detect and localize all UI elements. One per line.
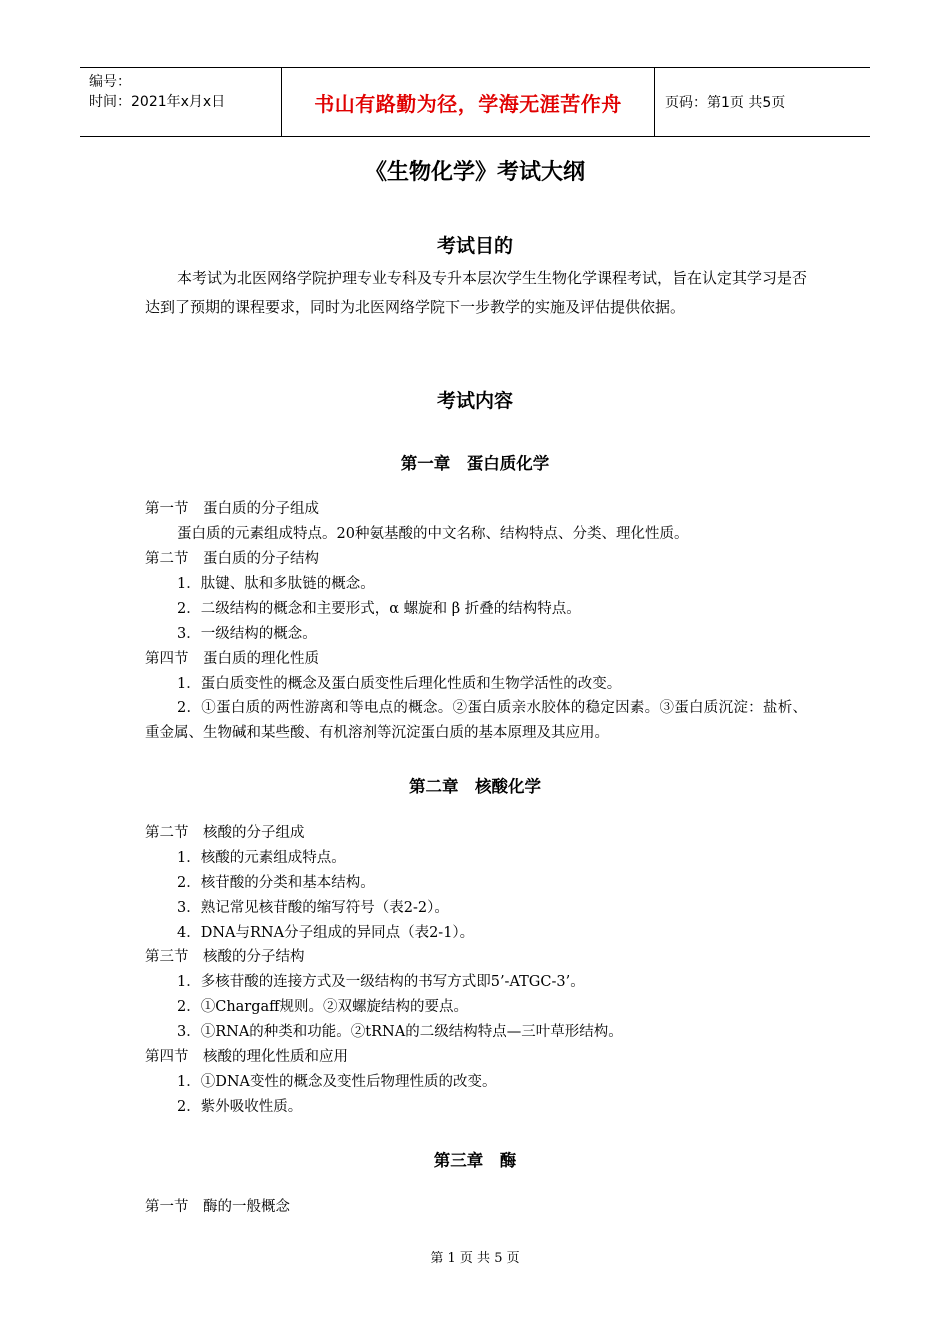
header-motto: 书山有路勤为径，学海无涯苦作舟: [282, 68, 655, 136]
chapter-1-section-4-item-1: 1．蛋白质变性的概念及蛋白质变性后理化性质和生物学活性的改变。: [177, 676, 622, 692]
document-time-label: 时间：2021年x月x日: [89, 94, 226, 110]
chapter-1-section-2-item-3: 3．一级结构的概念。: [177, 626, 317, 642]
chapter-2-section-3-item-1: 1．多核苷酸的连接方式及一级结构的书写方式即5’-ATGC-3’。: [177, 974, 585, 990]
chapter-1-section-2: 第二节 蛋白质的分子结构: [145, 551, 319, 567]
chapter-2-section-2-item-2: 2．核苷酸的分类和基本结构。: [177, 875, 375, 891]
header-page-info: 页码：第1页 共5页: [665, 95, 786, 111]
document-title: 《生物化学》考试大纲: [364, 160, 585, 185]
chapter-3-section-1: 第一节 酶的一般概念: [145, 1199, 290, 1215]
purpose-heading: 考试目的: [436, 235, 513, 257]
document-number-label: 编号：: [89, 74, 131, 90]
chapter-1-section-2-item-2: 2．二级结构的概念和主要形式，α 螺旋和 β 折叠的结构特点。: [177, 601, 581, 617]
chapter-2-section-2-item-1: 1．核酸的元素组成特点。: [177, 850, 346, 866]
header-left-cell: [80, 68, 282, 136]
chapter-2-section-4-item-1: 1．①DNA变性的概念及变性后物理性质的改变。: [177, 1074, 497, 1090]
purpose-paragraph: 本考试为北医网络学院护理专业专科及专升本层次学生生物化学课程考试，旨在认定其学习是否达到了预期的课程要求，同时为北医网络学院下一步教学的实施及评估提供依据。: [145, 269, 808, 316]
chapter-1-section-1-text: 蛋白质的元素组成特点。20种氨基酸的中文名称、结构特点、分类、理化性质。: [177, 526, 689, 542]
chapter-2-section-2: 第二节 核酸的分子组成: [145, 825, 305, 841]
chapter-1-section-4: 第四节 蛋白质的理化性质: [145, 651, 319, 667]
chapter-1-section-4-item-2: 2．①蛋白质的两性游离和等电点的概念。②蛋白质亲水胶体的稳定因素。③蛋白质沉淀：盐析、重金属、生物碱和某些酸、有机溶剂等沉淀蛋白质的基本原理及其应用。: [145, 700, 807, 741]
chapter-2-section-4: 第四节 核酸的理化性质和应用: [145, 1049, 348, 1065]
chapter-2-section-4-item-2: 2．紫外吸收性质。: [177, 1099, 303, 1115]
chapter-2-section-3-item-2: 2．①Chargaff规则。②双螺旋结构的要点。: [177, 999, 468, 1015]
header-table: [80, 67, 870, 137]
chapter-2-section-2-item-3: 3．熟记常见核苷酸的缩写符号（表2-2）。: [177, 900, 449, 916]
page-footer: 第 1 页 共 5 页: [430, 1251, 520, 1266]
chapter-3-title: 第三章 酶: [433, 1151, 517, 1170]
chapter-1-section-2-item-1: 1．肽键、肽和多肽链的概念。: [177, 576, 375, 592]
chapter-1-title: 第一章 蛋白质化学: [400, 454, 550, 473]
chapter-2-section-3: 第三节 核酸的分子结构: [145, 949, 305, 965]
chapter-2-section-3-item-3: 3．①RNA的种类和功能。②tRNA的二级结构特点—三叶草形结构。: [177, 1024, 623, 1040]
chapter-1-section-1: 第一节 蛋白质的分子组成: [145, 501, 319, 517]
content-heading: 考试内容: [436, 390, 513, 412]
chapter-2-section-2-item-4: 4．DNA与RNA分子组成的异同点（表2-1）。: [177, 925, 475, 941]
chapter-2-title: 第二章 核酸化学: [409, 777, 541, 796]
